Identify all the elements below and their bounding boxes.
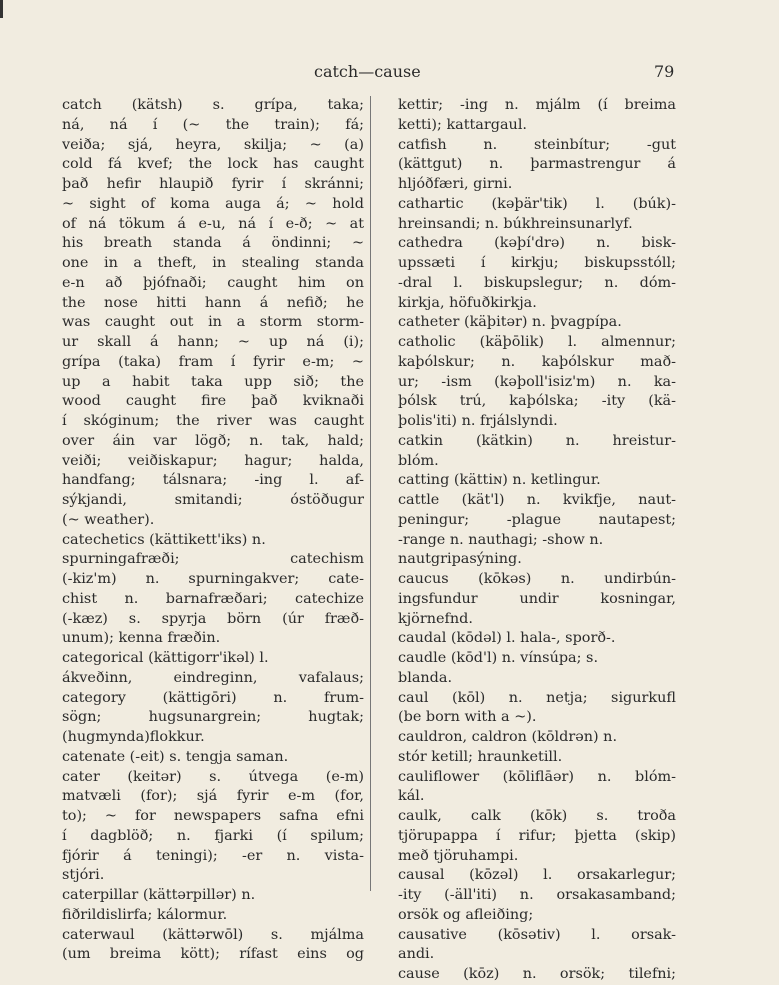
text-line: catholic (käþōlik) l. almennur; bbox=[398, 334, 676, 350]
text-line: (hugmynda)flokkur. bbox=[62, 729, 205, 745]
text-line: veiði; veiðiskapur; hagur; halda, bbox=[62, 452, 364, 469]
text-line: stjóri. bbox=[62, 867, 105, 884]
text-line: cathedra (kəþí'drə) n. bisk- bbox=[398, 235, 676, 252]
page-edge-mark bbox=[0, 0, 3, 18]
text-line: handfang; tálsnara; -ing l. af- bbox=[62, 472, 364, 489]
text-line: hreinsandi; n. búkhreinsunarlyf. bbox=[398, 215, 633, 232]
text-line: stór ketill; hraunketill. bbox=[398, 748, 563, 765]
text-line: (kättgut) n. þarmastrengur á bbox=[398, 156, 676, 173]
text-line: kál. bbox=[398, 788, 425, 805]
text-line: cattle (kät'l) n. kvikfje, naut- bbox=[398, 492, 676, 508]
text-line: (-kiz'm) n. spurningakver; cate- bbox=[62, 571, 364, 587]
text-line: catch (kätsh) s. grípa, taka; bbox=[62, 97, 364, 113]
text-line: catenate (-eit) s. tengja saman. bbox=[62, 748, 289, 765]
text-line: his breath standa á öndinni; ~ bbox=[62, 235, 364, 252]
text-line: one in a theft, in stealing standa bbox=[62, 255, 364, 271]
column-divider bbox=[370, 96, 371, 891]
text-line: causal (kōzəl) l. orsakarlegur; bbox=[398, 867, 676, 884]
text-line: caucus (kōkəs) n. undirbún- bbox=[398, 571, 676, 587]
text-line: fjórir á teningi); -er n. vista- bbox=[62, 847, 364, 864]
text-line: cauliflower (kōliflāər) n. blóm- bbox=[398, 768, 676, 785]
text-line: unum); kenna fræðin. bbox=[62, 630, 221, 647]
text-line: catfish n. steinbítur; -gut bbox=[398, 136, 676, 153]
text-line: caul (kōl) n. netja; sigurkufl bbox=[398, 689, 676, 706]
text-line: caudle (kōd'l) n. vínsúpa; s. bbox=[398, 650, 599, 666]
text-line: the nose hitti hann á nefið; he bbox=[62, 294, 364, 311]
text-line: up a habit taka upp sið; the bbox=[62, 373, 364, 390]
text-line: -ity (-äll'iti) n. orsakasamband; bbox=[398, 887, 676, 903]
text-line: -dral l. biskupslegur; n. dóm- bbox=[398, 274, 676, 291]
text-line: þólsk trú, kaþólska; -ity (kä- bbox=[398, 393, 676, 410]
text-line: ákveðinn, eindreginn, vafalaus; bbox=[62, 669, 364, 686]
text-line: causative (kōsətiv) l. orsak- bbox=[398, 926, 676, 943]
text-line: cause (kōz) n. orsök; tilefni; bbox=[398, 966, 676, 982]
text-line: caterwaul (kättərwōl) s. mjálma bbox=[62, 926, 364, 943]
text-line: grípa (taka) fram í fyrir e-m; ~ bbox=[62, 353, 364, 370]
text-line: caulk, calk (kōk) s. troða bbox=[398, 808, 676, 824]
text-line: over áin var lögð; n. tak, hald; bbox=[62, 432, 364, 449]
text-line: ur; -ism (kəþoll'isiz'm) n. ka- bbox=[398, 373, 676, 390]
text-line: kjörnefnd. bbox=[398, 610, 473, 627]
text-line: það hefir hlaupið fyrir í skránni; bbox=[62, 176, 364, 192]
page-header bbox=[0, 62, 779, 84]
text-line: veiða; sjá, heyra, skilja; ~ (a) bbox=[62, 136, 364, 153]
text-line: caudal (kōdəl) l. hala-, sporð-. bbox=[398, 630, 616, 647]
text-line: nautgripasýning. bbox=[398, 551, 522, 568]
text-line: catting (kättiɴ) n. ketlingur. bbox=[398, 472, 601, 489]
text-line: cathartic (kəþär'tik) l. (búk)- bbox=[398, 195, 676, 212]
text-line: catheter (käþitər) n. þvagpípa. bbox=[398, 314, 622, 331]
text-line: catkin (kätkin) n. hreistur- bbox=[398, 432, 676, 449]
text-line: categorical (kättigorr'ikəl) l. bbox=[62, 650, 269, 666]
text-line: kettir; -ing n. mjálm (í breima bbox=[398, 97, 676, 113]
text-line: ~ sight of koma auga á; ~ hold bbox=[62, 195, 364, 212]
text-line: hljóðfæri, girni. bbox=[398, 176, 513, 192]
text-line: (be born with a ~). bbox=[398, 709, 537, 726]
left-column bbox=[62, 96, 364, 965]
text-line: (-kæz) s. spyrja börn (úr fræð- bbox=[62, 610, 364, 627]
text-line: þolis'iti) n. frjálslyndi. bbox=[398, 413, 558, 429]
text-line: ná, ná í (~ the train); fá; bbox=[62, 116, 364, 133]
text-line: -range n. nauthagi; -show n. bbox=[398, 531, 604, 548]
right-column bbox=[398, 96, 676, 985]
text-line: sýkjandi, smitandi; óstöðugur bbox=[62, 492, 364, 508]
page-number: 79 bbox=[654, 62, 675, 81]
text-line: spurningafræði; catechism bbox=[62, 551, 364, 568]
text-line: was caught out in a storm storm- bbox=[62, 314, 364, 331]
text-line: caterpillar (kättərpillər) n. bbox=[62, 887, 256, 903]
text-line: blóm. bbox=[398, 452, 439, 469]
text-line: to); ~ for newspapers safna efni bbox=[62, 808, 364, 824]
text-line: (~ weather). bbox=[62, 511, 155, 528]
text-line: tjörupappa í rifur; þjetta (skip) bbox=[398, 827, 676, 844]
text-line: of ná tökum á e-u, ná í e-ð; ~ at bbox=[62, 215, 364, 232]
text-line: cater (keitər) s. útvega (e-m) bbox=[62, 768, 364, 785]
running-head: catch—cause bbox=[314, 62, 421, 81]
text-line: í dagblöð; n. fjarki (í spilum; bbox=[62, 827, 364, 844]
text-line: með tjöruhampi. bbox=[398, 847, 519, 864]
text-line: matvæli (for); sjá fyrir e-m (for, bbox=[62, 788, 364, 805]
text-line: catechetics (kättikett'iks) n. bbox=[62, 531, 266, 548]
text-line: upssæti í kirkju; biskupsstóll; bbox=[398, 255, 676, 271]
text-line: cold fá kvef; the lock has caught bbox=[62, 156, 364, 173]
text-line: fiðrildislirfa; kálormur. bbox=[62, 906, 228, 923]
text-line: kirkja, höfuðkirkja. bbox=[398, 294, 537, 311]
text-line: orsök og afleiðing; bbox=[398, 906, 534, 923]
text-line: í skóginum; the river was caught bbox=[62, 413, 364, 429]
text-line: kaþólskur; n. kaþólskur mað- bbox=[398, 353, 676, 370]
text-line: wood caught fire það kviknaði bbox=[62, 393, 364, 410]
text-line: ingsfundur undir kosningar, bbox=[398, 590, 676, 607]
text-line: category (kättigōri) n. frum- bbox=[62, 689, 364, 706]
text-line: chist n. barnafræðari; catechize bbox=[62, 590, 364, 607]
text-line: peningur; -plague nautapest; bbox=[398, 511, 676, 528]
text-line: e-n að þjófnaði; caught him on bbox=[62, 274, 364, 291]
text-line: blanda. bbox=[398, 669, 453, 686]
text-line: sögn; hugsunargrein; hugtak; bbox=[62, 709, 364, 726]
text-line: (um breima kött); rífast eins og bbox=[62, 946, 364, 963]
text-line: cauldron, caldron (kōldrən) n. bbox=[398, 729, 618, 745]
text-line: andi. bbox=[398, 946, 435, 963]
text-line: ur skall á hann; ~ up ná (i); bbox=[62, 334, 364, 350]
text-line: ketti); kattargaul. bbox=[398, 116, 528, 133]
